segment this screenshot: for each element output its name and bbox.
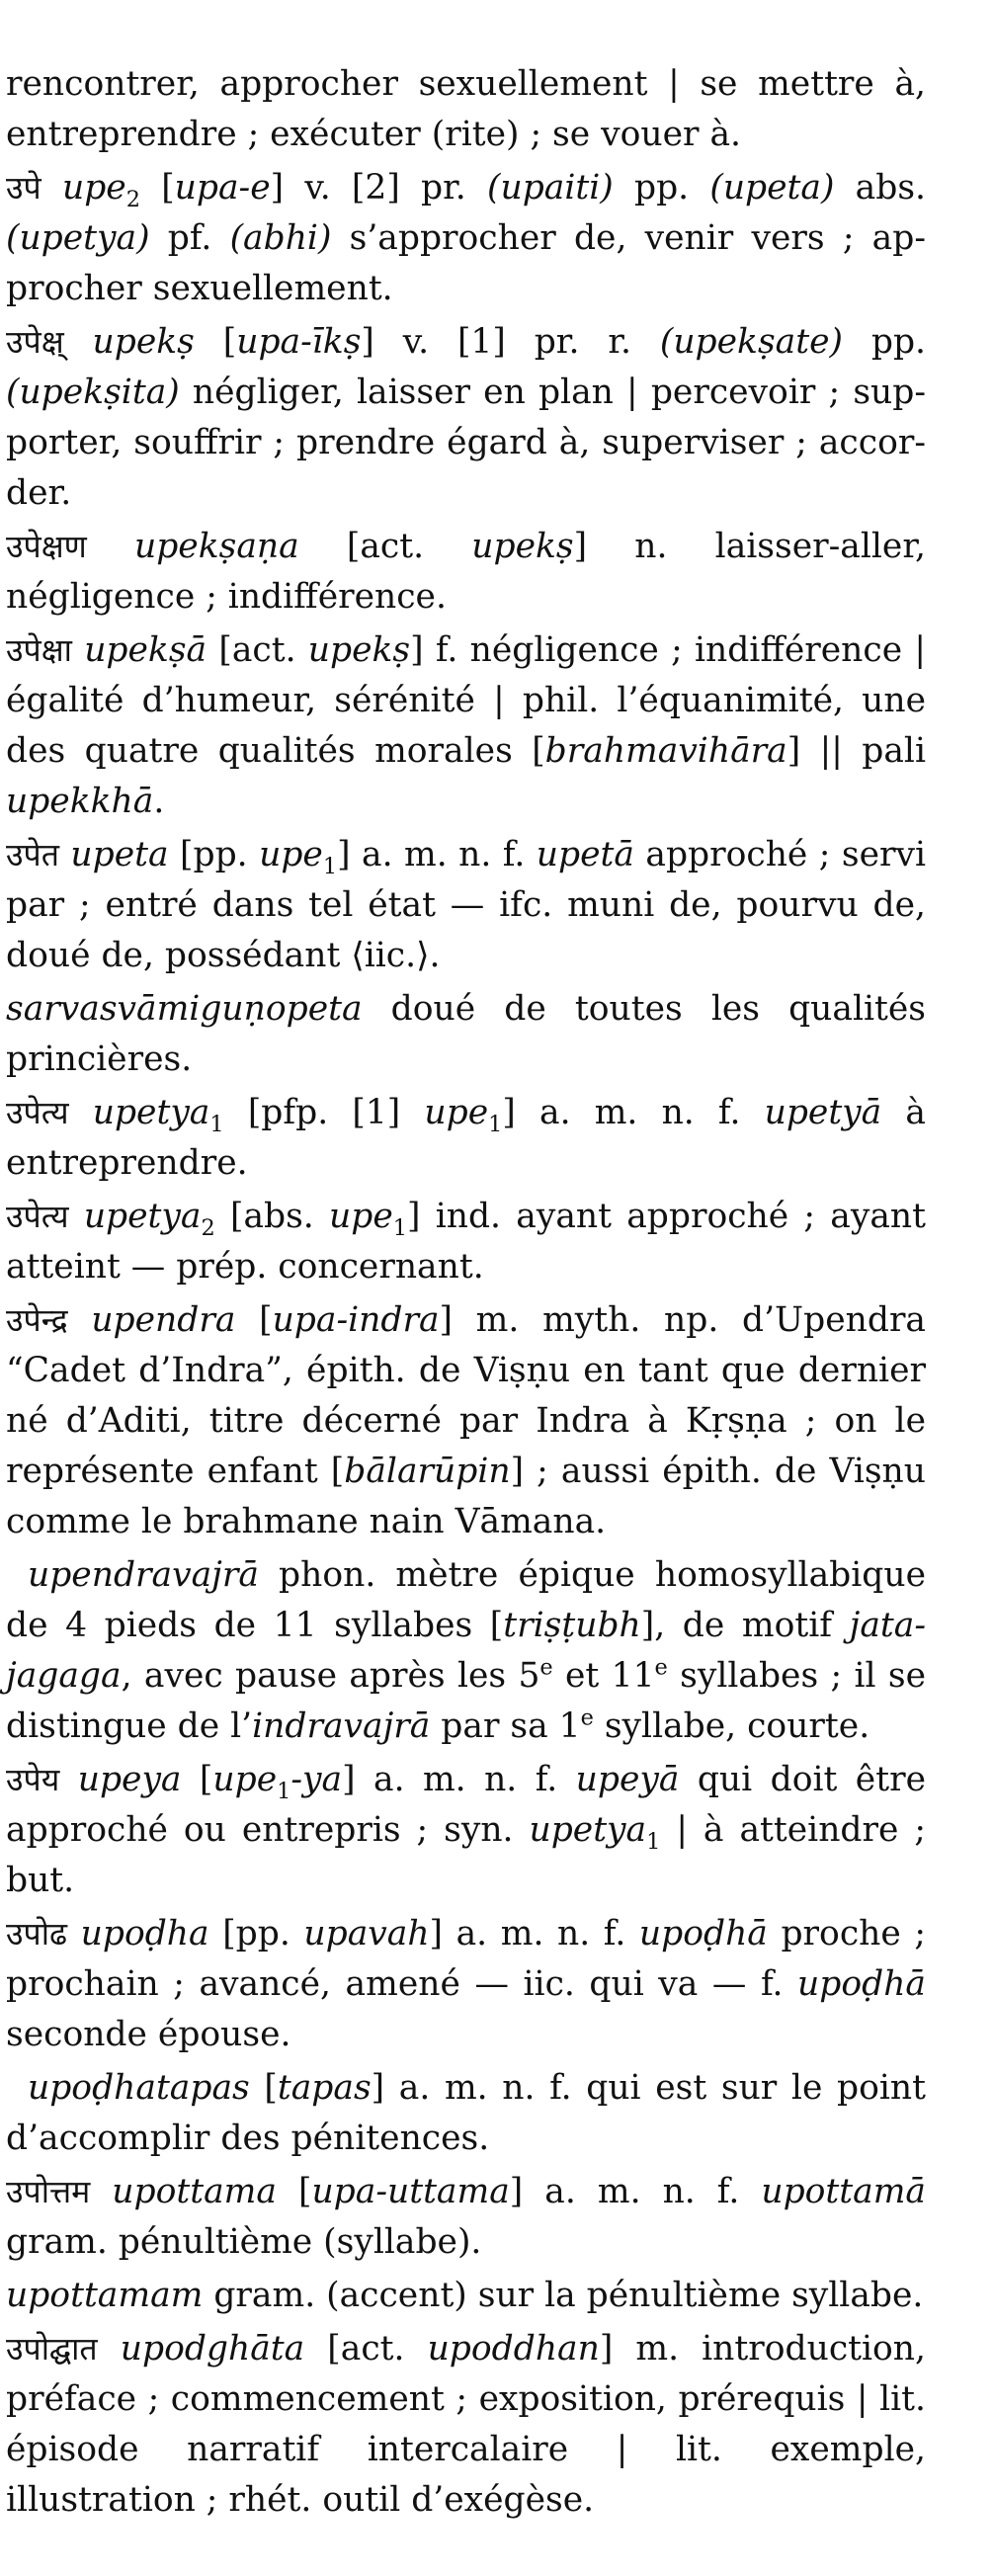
- dictionary-entry: उपेत्य upetya$_1$ [pfp. [1] upe$_1$] a. m. n. f. upetyā à entreprendre.: [6, 1093, 926, 1183]
- dictionary-entry: उपोद्घात upodghāta [act. upoddhan] m. introduction, préface ; commencement ; exposition, prérequis | lit. épisode narratif intercalaire | lit. exemple, illustration ; rhét. outil d’exégèse.: [6, 2329, 926, 2520]
- dictionary-entry: उपेक्षा upekṣā [act. upekṣ] f. négligence ; indifférence | égalité d’humeur, sérénité | phil. l’équanimité, une des quatre qualités morales [brahmavihāra] || pali upekkhā.: [6, 630, 926, 821]
- dictionary-entry: sarvasvāmiguṇopeta doué de toutes les qualités princières.: [6, 989, 926, 1079]
- dictionary-entry: upoḍhatapas [tapas] a. m. n. f. qui est sur le point d’accomplir des pénitences.: [6, 2068, 926, 2158]
- dictionary-entry: उपे upe$_2$ [upa-e] v. [2] pr. (upaiti) pp. (upeta) abs. (upetya) pf. (abhi) s’approcher de, venir vers ; approcher sexuellement.: [6, 168, 926, 308]
- dictionary-entry: उपेक्ष् upekṣ [upa-īkṣ] v. [1] pr. r. (upekṣate) pp. (upekṣita) négliger, laisser en plan | percevoir ; supporter, souffrir ; prendre égard à, superviser ; accorder.: [6, 322, 926, 513]
- dictionary-entries: [6, 59, 926, 2526]
- dictionary-entry: upendravajrā phon. mètre épique homosyllabique de 4 pieds de 11 syllabes [triṣṭubh], de motif jatajagaga, avec pause après les 5e et 11e syllabes ; il se distingue de l’indravajrā par sa 1e syllabe, courte.: [6, 1555, 926, 1746]
- dictionary-entry: उपेय upeya [upe$_1$-ya] a. m. n. f. upeyā qui doit être approché ou entrepris ; syn. upetya$_1$ | à atteindre ; but.: [6, 1760, 926, 1900]
- dictionary-entry: उपेत upeta [pp. upe$_1$] a. m. n. f. upetā approché ; servi par ; entré dans tel état — ifc. muni de, pourvu de, doué de, possédant ⟨iic.⟩.: [6, 835, 927, 975]
- dictionary-entry: उपेन्द्र upendra [upa-indra] m. myth. np. d’Upendra “Cadet d’Indra”, épith. de Viṣṇu en tant que dernier né d’Aditi, titre décerné par Indra à Kṛṣṇa ; on le représente enfant [bālarūpin] ; aussi épith. de Viṣṇu comme le brahmane nain Vāmana.: [6, 1300, 926, 1541]
- dictionary-entry: उपेक्षण upekṣaṇa [act. upekṣ] n. laisser-aller, négligence ; indifférence.: [6, 527, 926, 617]
- dictionary-entry: उपेत्य upetya$_2$ [abs. upe$_1$] ind. ayant approché ; ayant atteint — prép. concernant.: [6, 1197, 927, 1287]
- dictionary-entry: उपोढ upoḍha [pp. upavah] a. m. n. f. upoḍhā proche ; prochain ; avancé, amené — iic. qui va — f. upoḍhā seconde épouse.: [6, 1914, 927, 2054]
- dictionary-entry: upottamam gram. (accent) sur la pénultième syllabe.: [6, 2276, 924, 2315]
- dictionary-entry: rencontrer, approcher sexuellement | se mettre à, entreprendre ; exécuter (rite) ; se vouer à.: [6, 64, 926, 154]
- dictionary-entry: उपोत्तम upottama [upa-uttama] a. m. n. f. upottamā gram. pénultième (syllabe).: [6, 2172, 926, 2262]
